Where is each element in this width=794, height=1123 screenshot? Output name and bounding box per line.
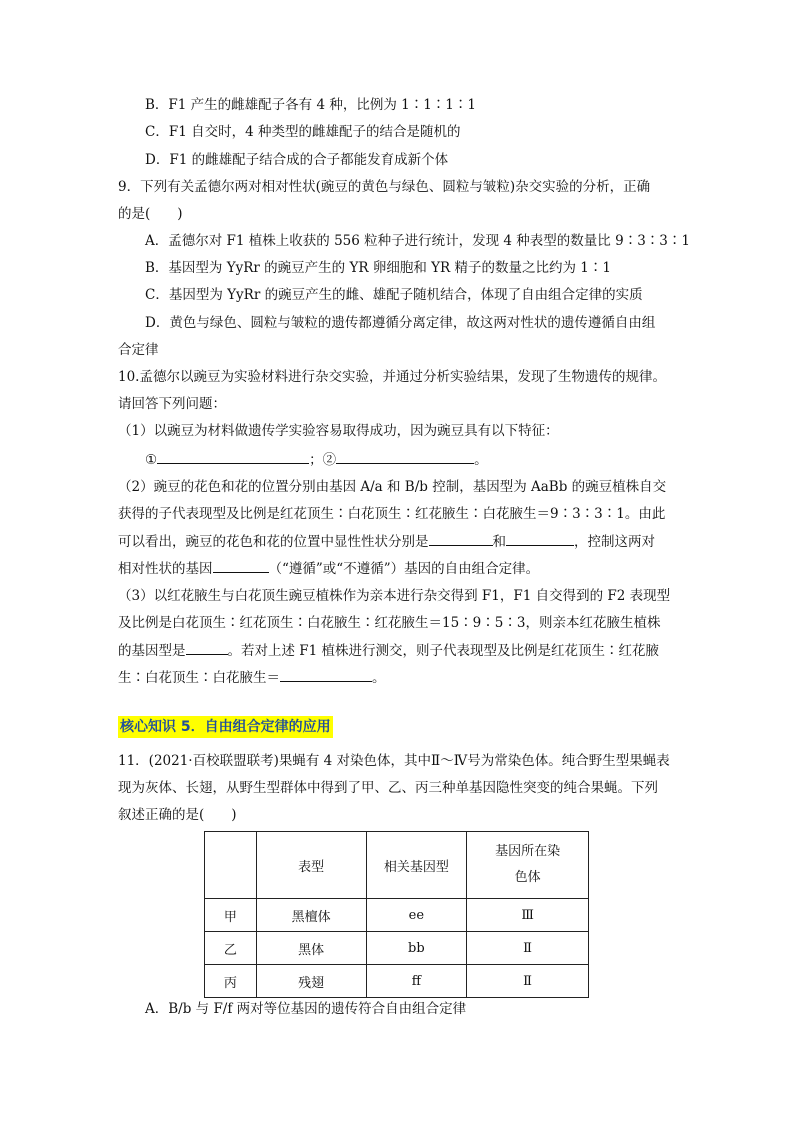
q10-part2-line1: （2）豌豆的花色和花的位置分别由基因 A/a 和 B/b 控制，基因型为 AaBb 的豌豆植株自交 bbox=[118, 479, 667, 495]
q10-stem-line1: 10.孟德尔以豌豆为实验材料进行杂交实验，并通过分析实验结果，发现了生物遗传的规律。 bbox=[118, 369, 666, 385]
table-header-row bbox=[205, 832, 589, 899]
table-header-cell: 表型 bbox=[256, 832, 366, 899]
answer-blank-3[interactable] bbox=[429, 531, 493, 546]
text-segment: ，控制这两对 bbox=[574, 534, 655, 550]
text-segment: 生∶白花顶生∶白花腋生＝ bbox=[118, 670, 280, 686]
q9-option-b: B．基因型为 YyRr 的豌豆产生的 YR 卵细胞和 YR 精子的数量之比约为 1∶1 bbox=[145, 260, 611, 276]
mutant-table bbox=[204, 831, 589, 998]
text-segment: 相对性状的基因 bbox=[118, 561, 213, 577]
table-cell: bb bbox=[366, 932, 467, 965]
table-cell: 丙 bbox=[205, 965, 257, 998]
table-cell: Ⅱ bbox=[467, 932, 589, 965]
q10-part2-line3 bbox=[118, 531, 655, 552]
table-cell: 甲 bbox=[205, 899, 257, 932]
q9-option-d-line2: 合定律 bbox=[118, 342, 159, 358]
q8-option-c: C．F1 自交时，4 种类型的雌雄配子的结合是随机的 bbox=[145, 124, 461, 140]
table-row bbox=[205, 932, 589, 965]
period: 。 bbox=[474, 452, 488, 468]
table-cell: ff bbox=[366, 965, 467, 998]
q9-option-a: A．孟德尔对 F1 植株上收获的 556 粒种子进行统计，发现 4 种表型的数量比 9∶3∶3∶1 bbox=[145, 233, 690, 249]
q10-part3-line2: 及比例是白花顶生∶红花顶生∶白花腋生∶红花腋生＝15∶9∶5∶3，则亲本红花腋生植株 bbox=[118, 615, 661, 631]
marker-2: ；② bbox=[309, 452, 337, 468]
q11-stem-line1: 11．(2021·百校联盟联考)果蝇有 4 对染色体，其中Ⅱ～Ⅳ号为常染色体。纯合野生型果蝇表 bbox=[118, 753, 670, 769]
table-cell: 乙 bbox=[205, 932, 257, 965]
text-segment: 。 bbox=[372, 670, 386, 686]
q9-stem-line2: 的是( ) bbox=[118, 206, 183, 222]
q11-stem-line2: 现为灰体、长翅，从野生型群体中得到了甲、乙、丙三种单基因隐性突变的纯合果蝇。下列 bbox=[118, 780, 658, 796]
q10-part3-line4 bbox=[118, 667, 386, 688]
q9-option-c: C．基因型为 YyRr 的豌豆产生的雌、雄配子随机结合，体现了自由组合定律的实质 bbox=[145, 287, 643, 303]
marker-1: ① bbox=[145, 452, 158, 468]
section-heading: 核心知识 5．自由组合定律的应用 bbox=[118, 716, 333, 738]
table-cell: 残翅 bbox=[256, 965, 366, 998]
q8-option-b: B．F1 产生的雌雄配子各有 4 种，比例为 1∶1∶1∶1 bbox=[145, 97, 476, 113]
table-header-cell: 相关基因型 bbox=[366, 832, 467, 899]
q10-part3-line3 bbox=[118, 640, 659, 661]
q10-part3-line1: （3）以红花腋生与白花顶生豌豆植株作为亲本进行杂交得到 F1，F1 自交得到的 F2 表现型 bbox=[118, 588, 671, 604]
table-cell: 黑体 bbox=[256, 932, 366, 965]
text-segment: 。若对上述 F1 植株进行测交，则子代表现型及比例是红花顶生∶红花腋 bbox=[227, 643, 660, 659]
text-segment: 和 bbox=[492, 534, 506, 550]
answer-blank-2[interactable] bbox=[336, 449, 474, 464]
q11-stem-line3: 叙述正确的是( ) bbox=[118, 807, 237, 823]
text-segment: （“遵循”或“不遵循”）基因的自由组合定律。 bbox=[268, 561, 540, 577]
table-cell: Ⅲ bbox=[467, 899, 589, 932]
q9-option-d-line1: D．黄色与绿色、圆粒与皱粒的遗传都遵循分离定律，故这两对性状的遗传遵循自由组 bbox=[145, 315, 656, 331]
q9-stem-line1: 9．下列有关孟德尔两对相对性状(豌豆的黄色与绿色、圆粒与皱粒)杂交实验的分析，正确 bbox=[118, 179, 651, 195]
text-segment: 可以看出，豌豆的花色和花的位置中显性性状分别是 bbox=[118, 534, 429, 550]
table-cell: 黑檀体 bbox=[256, 899, 366, 932]
q10-part1-blanks bbox=[145, 449, 488, 470]
q10-stem-line2: 请回答下列问题： bbox=[118, 396, 226, 412]
q10-part2-line4 bbox=[118, 558, 539, 579]
answer-blank-5[interactable] bbox=[213, 558, 269, 573]
table-cell: Ⅱ bbox=[467, 965, 589, 998]
table-row bbox=[205, 965, 589, 998]
table-header-cell bbox=[205, 832, 257, 899]
answer-blank-1[interactable] bbox=[157, 449, 309, 464]
text-segment: 的基因型是 bbox=[118, 643, 186, 659]
table-row bbox=[205, 899, 589, 932]
q11-option-a: A．B/b 与 F/f 两对等位基因的遗传符合自由组合定律 bbox=[145, 1001, 467, 1017]
answer-blank-6[interactable] bbox=[186, 640, 228, 655]
q8-option-d: D．F1 的雌雄配子结合成的合子都能发育成新个体 bbox=[145, 152, 449, 168]
q10-part2-line2: 获得的子代表现型及比例是红花顶生∶白花顶生∶红花腋生∶白花腋生＝9∶3∶3∶1。由此 bbox=[118, 506, 666, 522]
table-cell: ee bbox=[366, 899, 467, 932]
q10-part1: （1）以豌豆为材料做遗传学实验容易取得成功，因为豌豆具有以下特征： bbox=[118, 423, 559, 439]
answer-blank-7[interactable] bbox=[280, 667, 372, 682]
table-header-cell: 基因所在染色体 bbox=[467, 832, 589, 899]
answer-blank-4[interactable] bbox=[506, 531, 574, 546]
